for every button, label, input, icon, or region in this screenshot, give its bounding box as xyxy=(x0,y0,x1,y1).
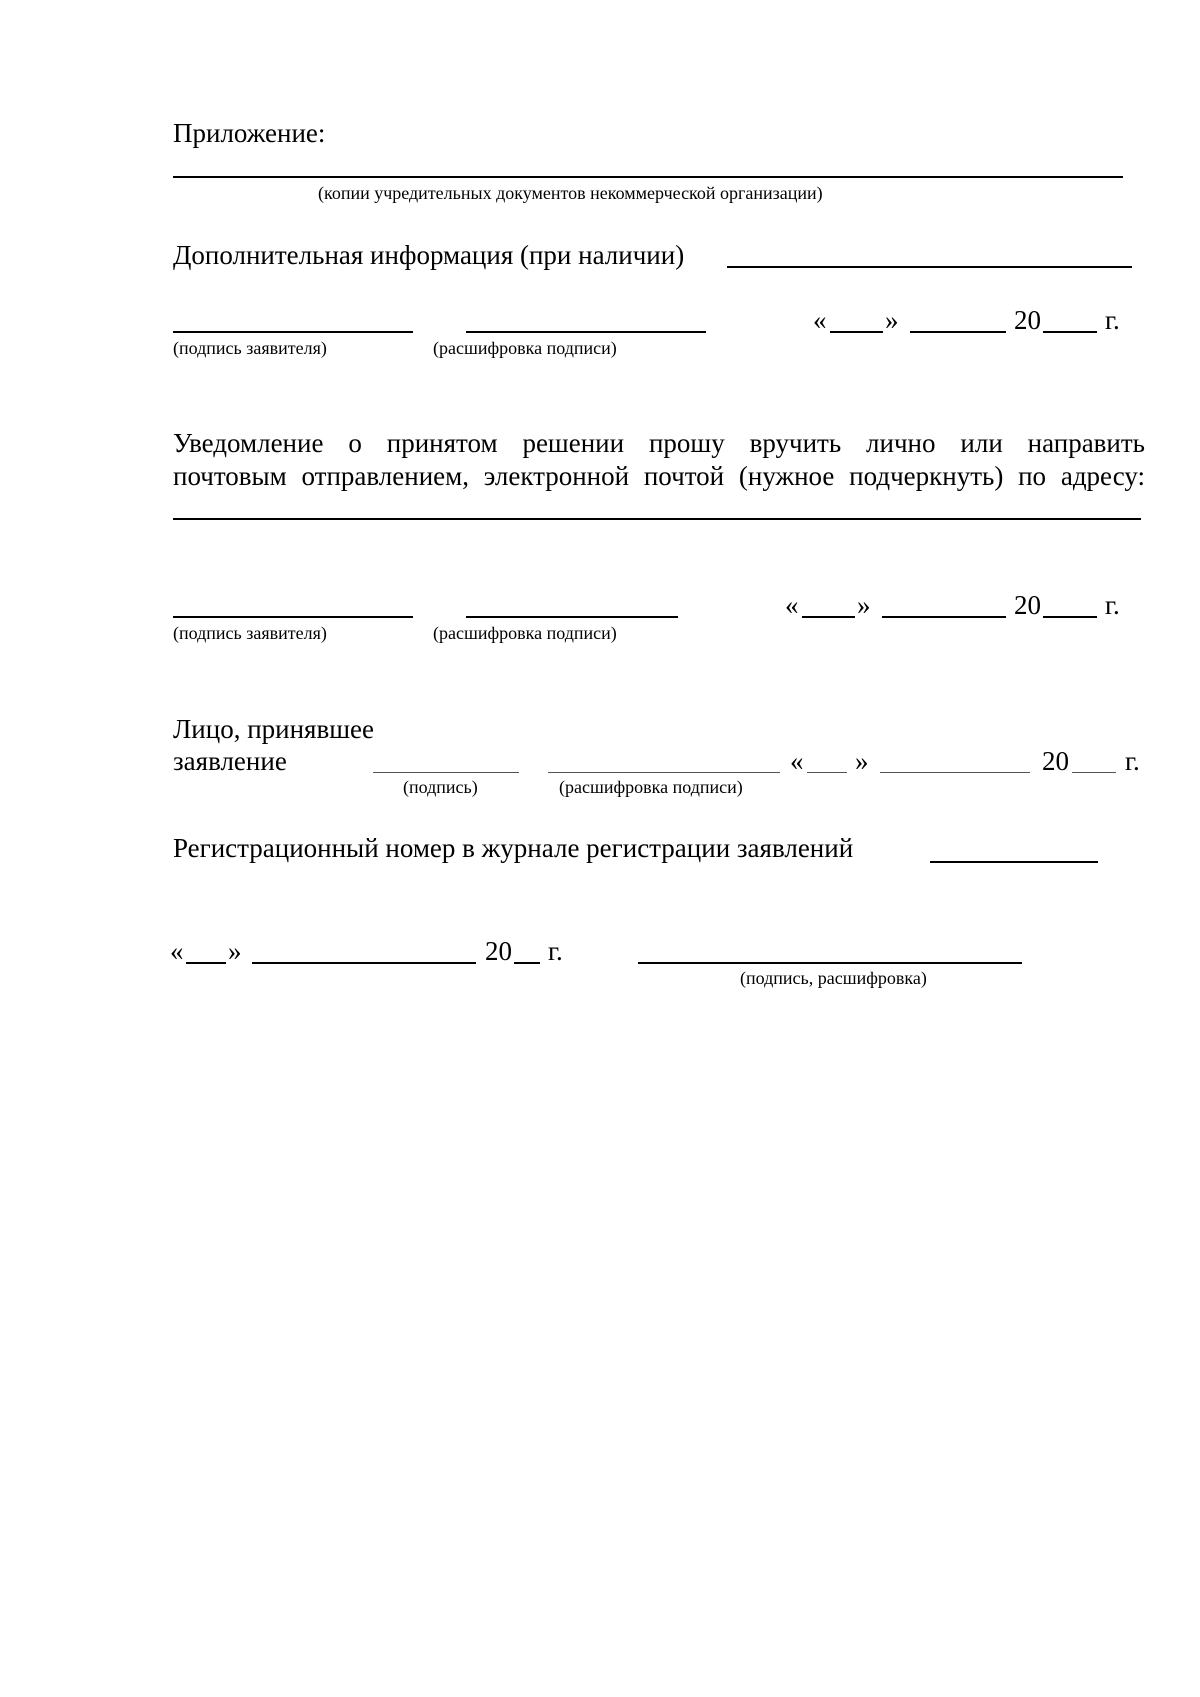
receiver-signature-caption: (подпись) xyxy=(403,777,478,797)
date-quote-close-1: » xyxy=(885,305,899,335)
receiver-date-year-suffix: г. xyxy=(1125,746,1140,776)
date-year-line-1[interactable] xyxy=(1043,331,1097,333)
date-quote-close-2: » xyxy=(857,590,871,620)
final-date-day-line[interactable] xyxy=(186,962,226,964)
final-date-year-prefix: 20 xyxy=(485,936,512,966)
attachment-field-line[interactable] xyxy=(173,176,1123,178)
receiver-label-line-2: заявление xyxy=(173,746,287,776)
receiver-date-quote-close: » xyxy=(855,746,869,776)
date-month-line-2[interactable] xyxy=(882,616,1006,618)
notification-line-1: Уведомление о принятом решении прошу вручить лично или направить xyxy=(173,428,1145,458)
applicant-decryption-caption-2: (расшифровка подписи) xyxy=(433,623,617,643)
date-year-suffix-2: г. xyxy=(1105,590,1120,620)
date-day-line-1[interactable] xyxy=(830,331,883,333)
applicant-signature-line-2[interactable] xyxy=(173,616,413,618)
applicant-decryption-caption-1: (расшифровка подписи) xyxy=(433,338,617,358)
receiver-date-year-prefix: 20 xyxy=(1042,746,1069,776)
final-date-month-line[interactable] xyxy=(252,962,476,964)
applicant-signature-line-1[interactable] xyxy=(173,331,413,333)
date-quote-open-2: « xyxy=(785,590,799,620)
receiver-date-month-line[interactable] xyxy=(880,772,1030,773)
date-year-line-2[interactable] xyxy=(1043,616,1097,618)
date-quote-open-1: « xyxy=(813,305,827,335)
final-date-year-suffix: г. xyxy=(548,936,563,966)
applicant-decryption-line-2[interactable] xyxy=(466,616,678,618)
receiver-date-day-line[interactable] xyxy=(807,772,847,773)
additional-info-field-line[interactable] xyxy=(727,266,1132,268)
final-signature-caption: (подпись, расшифровка) xyxy=(740,968,927,988)
notification-line-2: почтовым отправлением, электронной почтой (нужное подчеркнуть) по адресу: xyxy=(173,461,1145,491)
applicant-decryption-line-1[interactable] xyxy=(466,331,706,333)
date-year-suffix-1: г. xyxy=(1105,305,1120,335)
receiver-signature-line[interactable] xyxy=(373,772,519,773)
final-date-quote-open: « xyxy=(170,936,184,966)
attachment-label: Приложение: xyxy=(173,118,326,148)
final-date-quote-close: » xyxy=(228,936,242,966)
receiver-decryption-line[interactable] xyxy=(548,772,780,773)
receiver-date-year-line[interactable] xyxy=(1072,772,1116,773)
attachment-caption: (копии учредительных документов некоммерческой организации) xyxy=(318,183,823,203)
date-month-line-1[interactable] xyxy=(910,331,1006,333)
receiver-date-quote-open: « xyxy=(790,746,804,776)
registration-label: Регистрационный номер в журнале регистрации заявлений xyxy=(173,833,854,863)
receiver-decryption-caption: (расшифровка подписи) xyxy=(559,777,743,797)
applicant-signature-caption-2: (подпись заявителя) xyxy=(173,623,327,643)
additional-info-label: Дополнительная информация (при наличии) xyxy=(173,240,685,270)
final-date-year-line[interactable] xyxy=(514,962,540,964)
date-year-prefix-1: 20 xyxy=(1014,305,1041,335)
final-signature-line[interactable] xyxy=(638,962,1022,964)
address-field-line[interactable] xyxy=(173,518,1141,520)
applicant-signature-caption-1: (подпись заявителя) xyxy=(173,338,327,358)
date-day-line-2[interactable] xyxy=(802,616,855,618)
date-year-prefix-2: 20 xyxy=(1014,590,1041,620)
registration-number-line[interactable] xyxy=(930,861,1098,863)
receiver-label-line-1: Лицо, принявшее xyxy=(173,714,374,744)
